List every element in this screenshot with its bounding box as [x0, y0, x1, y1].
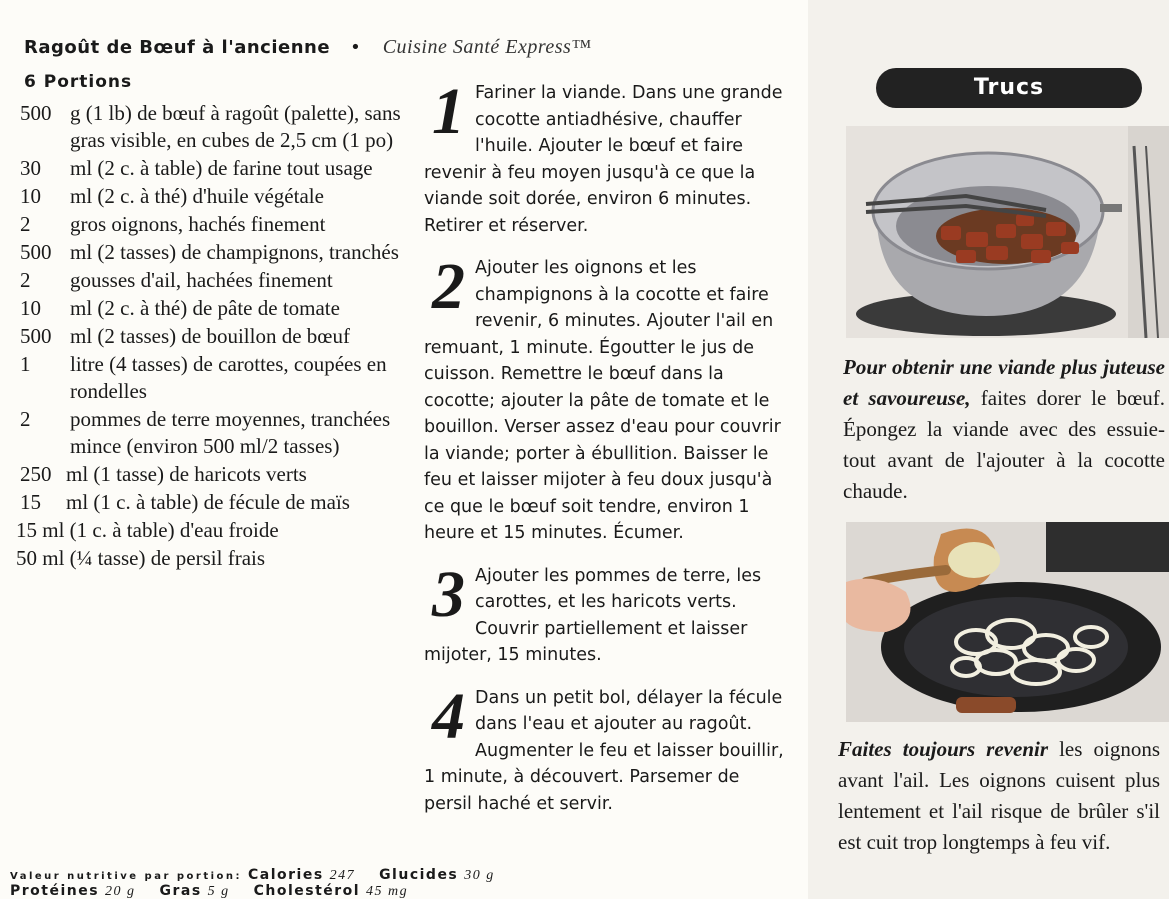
nutrition-value: 30 g — [464, 868, 495, 883]
ingredient-text: ml (2 c. à thé) de pâte de tomate — [70, 296, 340, 320]
ingredient-qty: 500 — [20, 240, 52, 264]
ingredient-item — [16, 295, 414, 322]
nutrition-line-2 — [10, 884, 513, 899]
step — [424, 75, 788, 239]
ingredient-qty: 15 — [20, 490, 41, 514]
ingredient-item — [16, 517, 414, 544]
nutrition-value: 45 mg — [366, 884, 409, 899]
nutrition-label: Glucides — [379, 867, 459, 883]
ingredient-item — [16, 406, 414, 460]
ingredient-qty: 10 — [20, 296, 41, 320]
ingredient-qty: 500 — [20, 101, 52, 125]
ingredient-text: ml (1 c. à table) de fécule de maïs — [66, 490, 350, 514]
tip-browning — [843, 352, 1165, 507]
ingredient-qty: 250 — [20, 462, 52, 486]
pan-photo — [846, 522, 1169, 722]
ingredient-item — [16, 211, 414, 238]
step-text: Ajouter les oignons et les champignons à la cocotte et faire revenir, 6 minutes. Ajouter l'ail en remuant, 1 minute. Égoutter le jus de cuisson. Remettre le bœuf dans la cocotte; ajouter la pâte de tomate et le bouillon. Verser assez d'eau pour couvrir la viande; porter à ébullition. Baisser le feu et laisser mijoter à feu doux jusqu'à ce que le bœuf soit tendre, environ 1 heure et 15 minutes. Écumer. — [424, 258, 781, 543]
nutrition-label: Gras — [159, 883, 202, 899]
nutrition-heading: Valeur nutritive par portion: — [10, 871, 243, 882]
nutrition-facts — [10, 868, 513, 899]
pan-illustration — [846, 522, 1169, 722]
ingredient-qty: 2 — [20, 407, 31, 431]
ingredient-qty: 30 — [20, 156, 41, 180]
tip-browning-emphasis: Pour obtenir une viande plus juteuse et savoureuse, — [843, 355, 1165, 410]
step — [424, 557, 788, 669]
ingredient-text: ml (2 c. à table) de farine tout usage — [70, 156, 373, 180]
ingredient-text: ml (2 c. à thé) d'huile végétale — [70, 184, 324, 208]
step — [424, 679, 788, 818]
tip-onions-emphasis: Faites toujours revenir — [838, 737, 1049, 761]
ingredient-text: g (1 lb) de bœuf à ragoût (palette), sans gras visible, en cubes de 2,5 cm (1 po) — [70, 101, 401, 152]
recipe-title: Ragoût de Bœuf à l'ancienne — [24, 37, 331, 58]
ingredient-item — [16, 155, 414, 182]
ingredient-item — [16, 489, 414, 516]
ingredient-item — [16, 183, 414, 210]
ingredient-text: gousses d'ail, hachées finement — [70, 268, 333, 292]
ingredient-qty: 2 — [20, 212, 31, 236]
tips-heading: Trucs — [876, 68, 1142, 108]
ingredient-qty: 1 — [20, 352, 31, 376]
step — [424, 250, 788, 547]
ingredient-item — [16, 461, 414, 488]
recipe-source: Cuisine Santé Express™ — [382, 36, 592, 58]
ingredient-text: ml (1 tasse) de haricots verts — [66, 462, 307, 486]
step-text: Fariner la viande. Dans une grande cocotte antiadhésive, chauffer l'huile. Ajouter le bœuf et faire revenir à feu moyen jusqu'à ce que la viande soit dorée, environ 6 minutes. Retirer et réserver. — [424, 83, 783, 236]
step-number: 1 — [432, 75, 465, 148]
ingredient-text: ml (2 tasses) de bouillon de bœuf — [70, 324, 350, 348]
method-steps — [424, 75, 788, 833]
ingredient-item — [16, 239, 414, 266]
portions-label: 6 Portions — [24, 72, 133, 92]
step-number: 2 — [432, 250, 465, 323]
ingredient-qty: 10 — [20, 184, 41, 208]
step-number: 4 — [432, 679, 465, 753]
pot-illustration — [846, 126, 1169, 338]
ingredient-text: ml (2 tasses) de champignons, tranchés — [70, 240, 399, 264]
nutrition-label: Calories — [247, 867, 324, 883]
ingredient-qty: 2 — [20, 268, 31, 292]
pot-photo — [846, 126, 1169, 338]
ingredient-item — [16, 545, 414, 572]
ingredient-item — [16, 267, 414, 294]
nutrition-label: Cholestérol — [253, 883, 361, 899]
ingredient-qty: 500 — [20, 324, 52, 348]
ingredient-text: pommes de terre moyennes, tranchées mince (environ 500 ml/2 tasses) — [70, 407, 391, 458]
ingredient-item — [16, 351, 414, 405]
ingredient-text: gros oignons, hachés finement — [70, 212, 326, 236]
ingredient-item — [16, 323, 414, 350]
tip-onions — [838, 734, 1160, 858]
tip-browning-text: faites dorer le bœuf. Épongez la viande avec des essuie-tout avant de l'ajouter à la cocotte chaude. — [843, 386, 1165, 503]
nutrition-label: Protéines — [10, 883, 100, 899]
recipe-header — [24, 36, 591, 59]
nutrition-line-1 — [10, 868, 513, 884]
step-number: 3 — [432, 557, 465, 631]
ingredient-text: 15 ml (1 c. à table) d'eau froide — [16, 518, 279, 542]
ingredient-text: litre (4 tasses) de carottes, coupées en rondelles — [70, 352, 387, 403]
ingredient-item — [16, 100, 414, 154]
nutrition-value: 247 — [329, 868, 356, 883]
tip-onions-text: les oignons avant l'ail. Les oignons cuisent plus lentement et l'ail risque de brûler s'il est cuit trop longtemps à feu vif. — [838, 737, 1160, 854]
ingredient-text: 50 ml (¼ tasse) de persil frais — [16, 546, 266, 570]
ingredient-list — [16, 100, 414, 573]
step-text: Dans un petit bol, délayer la fécule dans l'eau et ajouter au ragoût. Augmenter le feu et laisser bouillir, 1 minute, à découvert. Parsemer de persil haché et servir. — [424, 687, 784, 814]
step-text: Ajouter les pommes de terre, les carottes, et les haricots verts. Couvrir partiellement et laisser mijoter, 15 minutes. — [424, 565, 762, 665]
nutrition-value: 20 g — [105, 884, 136, 899]
header-bullet: • — [350, 37, 361, 58]
nutrition-value: 5 g — [207, 884, 230, 899]
